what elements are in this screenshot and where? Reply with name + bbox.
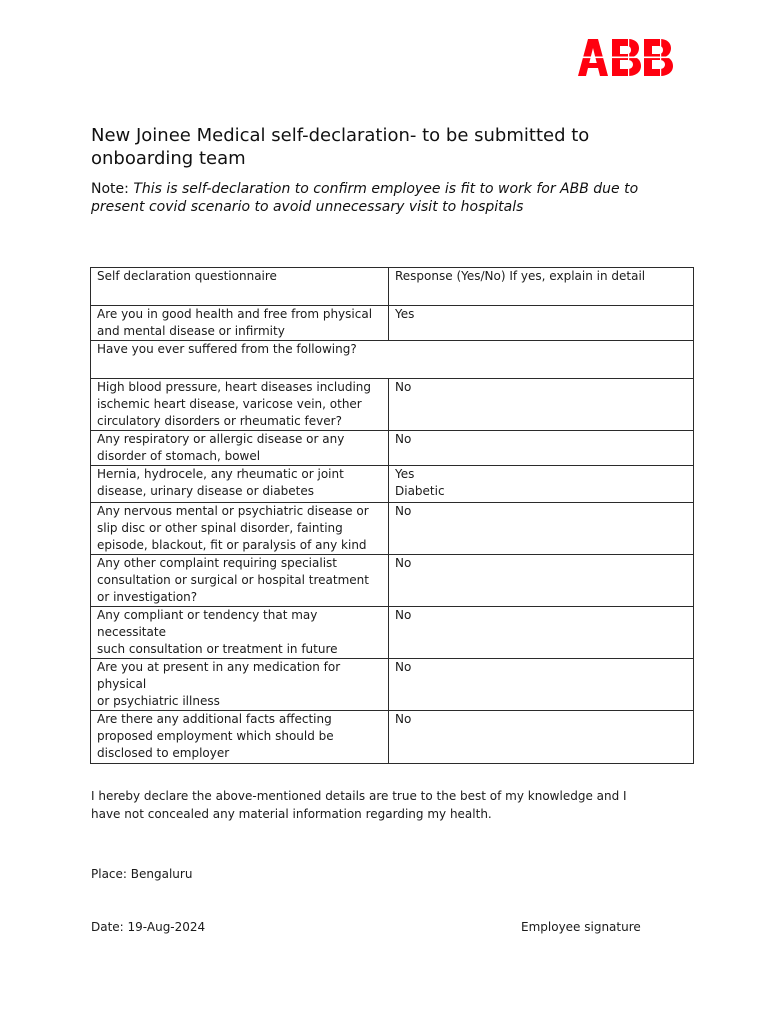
response-cell: No: [389, 379, 694, 431]
question-cell: Are there any additional facts affecting proposed employment which should be disclosed to employer: [91, 711, 389, 764]
table-row: [91, 503, 694, 555]
place-field: Place: Bengaluru: [91, 867, 193, 881]
question-cell: Are you in good health and free from physical and mental disease or infirmity: [91, 306, 389, 341]
declaration-text: I hereby declare the above-mentioned details are true to the best of my knowledge and I have not concealed any material information regarding my health.: [91, 789, 627, 821]
response-cell: No: [389, 503, 694, 555]
question-cell: Any other complaint requiring specialist consultation or surgical or hospital treatment or investigation?: [91, 555, 389, 607]
note-text: This is self-declaration to confirm employee is fit to work for ABB due to present covid scenario to avoid unnecessary visit to hospitals: [91, 181, 639, 215]
document-title: New Joinee Medical self-declaration- to be submitted to onboarding team: [91, 125, 590, 169]
abb-logo: [578, 38, 675, 82]
questionnaire-table: [90, 267, 694, 764]
response-cell: No: [389, 659, 694, 711]
question-cell: Any respiratory or allergic disease or any disorder of stomach, bowel: [91, 431, 389, 466]
question-cell: Any nervous mental or psychiatric disease or slip disc or other spinal disorder, fainting episode, blackout, fit or paralysis of any kind: [91, 503, 389, 555]
response-cell: No: [389, 711, 694, 764]
question-cell: Hernia, hydrocele, any rheumatic or joint disease, urinary disease or diabetes: [91, 466, 389, 503]
response-cell: No: [389, 607, 694, 659]
question-cell: High blood pressure, heart diseases including ischemic heart disease, varicose vein, other circulatory disorders or rheumatic fever?: [91, 379, 389, 431]
header-response: Response (Yes/No) If yes, explain in detail: [389, 268, 694, 306]
table-row: [91, 379, 694, 431]
question-cell: Any compliant or tendency that may necessitate such consultation or treatment in future: [91, 607, 389, 659]
table-row: [91, 711, 694, 764]
response-cell: Yes: [389, 306, 694, 341]
response-cell: Yes Diabetic: [389, 466, 694, 503]
abb-logo-mark: [578, 38, 675, 78]
table-row: [91, 306, 694, 341]
question-cell: Are you at present in any medication for physical or psychiatric illness: [91, 659, 389, 711]
date-field: Date: 19-Aug-2024: [91, 920, 206, 934]
response-cell: No: [389, 431, 694, 466]
response-cell: No: [389, 555, 694, 607]
table-row: [91, 555, 694, 607]
table-row: [91, 659, 694, 711]
section-row: [91, 341, 694, 379]
table-header-row: [91, 268, 694, 306]
table-row: [91, 466, 694, 503]
table-row: [91, 431, 694, 466]
note-label: Note:: [91, 181, 129, 197]
note: [91, 181, 691, 216]
header-question: Self declaration questionnaire: [91, 268, 389, 306]
section-heading: Have you ever suffered from the following?: [91, 341, 694, 379]
signature-label: Employee signature: [521, 920, 641, 934]
table-row: [91, 607, 694, 659]
